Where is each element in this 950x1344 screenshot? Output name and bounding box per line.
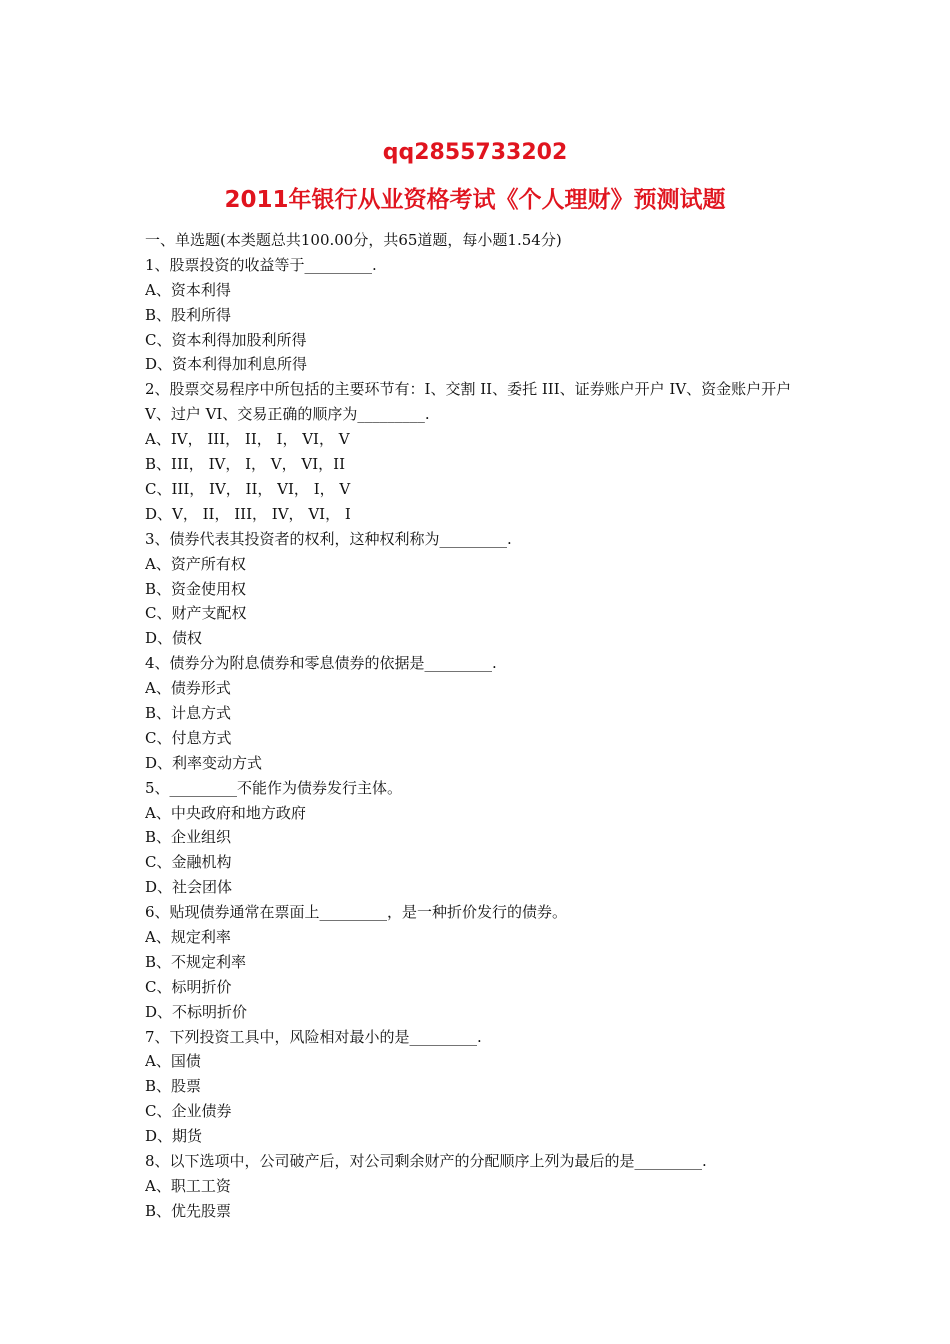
option-c: C、III， IV， II， VI， I， V [145, 479, 351, 498]
question-body [145, 228, 810, 1224]
option-b: B、计息方式 [145, 703, 232, 722]
document-title: 2011年银行从业资格考试《个人理财》预测试题 [224, 187, 726, 213]
question-block [145, 253, 810, 377]
option-a: A、资产所有权 [145, 554, 246, 573]
option-d: D、不标明折价 [145, 1002, 248, 1021]
option-d: D、社会团体 [145, 878, 233, 897]
question-block [145, 1025, 810, 1149]
question-stem: 3、债券代表其投资者的权利，这种权利称为_________. [145, 529, 512, 548]
option-c: C、企业债券 [145, 1102, 232, 1121]
option-b: B、资金使用权 [145, 579, 247, 598]
question-stem: 4、债券分为附息债券和零息债券的依据是_________. [145, 654, 497, 673]
question-stem: 5、_________不能作为债券发行主体。 [145, 778, 403, 797]
option-c: C、财产支配权 [145, 604, 247, 623]
option-c: C、标明折价 [145, 977, 232, 996]
option-d: D、债权 [145, 629, 203, 648]
option-d: D、V， II， III， IV， VI， I [145, 504, 351, 523]
question-block [145, 651, 810, 775]
question-stem: 8、以下选项中，公司破产后，对公司剩余财产的分配顺序上列为最后的是_________. [145, 1151, 707, 1170]
question-block [145, 900, 810, 1024]
option-c: C、资本利得加股利所得 [145, 330, 307, 349]
question-stem: 7、下列投资工具中，风险相对最小的是_________. [145, 1027, 482, 1046]
option-a: A、中央政府和地方政府 [145, 803, 306, 822]
option-d: D、期货 [145, 1127, 203, 1146]
question-block [145, 527, 810, 651]
option-c: C、付息方式 [145, 728, 232, 747]
question-stem: 1、股票投资的收益等于_________. [145, 255, 377, 274]
question-stem: 2、股票交易程序中所包括的主要环节有：I、交割 II、委托 III、证券账户开户 IV、资金账户开户 V、过户 VI、交易正确的顺序为_________. [145, 380, 792, 424]
option-b: B、股票 [145, 1077, 202, 1096]
option-a: A、职工工资 [145, 1176, 231, 1195]
option-b: B、股利所得 [145, 305, 232, 324]
option-a: A、规定利率 [145, 927, 231, 946]
option-b: B、III， IV， I， V， VI，II [145, 455, 345, 474]
option-a: A、资本利得 [145, 280, 231, 299]
question-stem: 6、贴现债券通常在票面上_________，是一种折价发行的债券。 [145, 903, 568, 922]
question-block [145, 377, 810, 526]
option-c: C、金融机构 [145, 853, 232, 872]
option-d: D、利率变动方式 [145, 753, 263, 772]
option-b: B、企业组织 [145, 828, 232, 847]
option-b: B、优先股票 [145, 1201, 232, 1220]
option-a: A、国债 [145, 1052, 201, 1071]
option-b: B、不规定利率 [145, 952, 247, 971]
section-heading: 一、单选题(本类题总共100.00分，共65道题，每小题1.54分) [145, 231, 562, 249]
qq-contact: qq2855733202 [382, 140, 568, 165]
question-block [145, 776, 810, 900]
question-block [145, 1149, 810, 1224]
option-a: A、IV， III， II， I， VI， V [145, 430, 350, 449]
option-d: D、资本利得加利息所得 [145, 355, 308, 374]
option-a: A、债券形式 [145, 679, 231, 698]
